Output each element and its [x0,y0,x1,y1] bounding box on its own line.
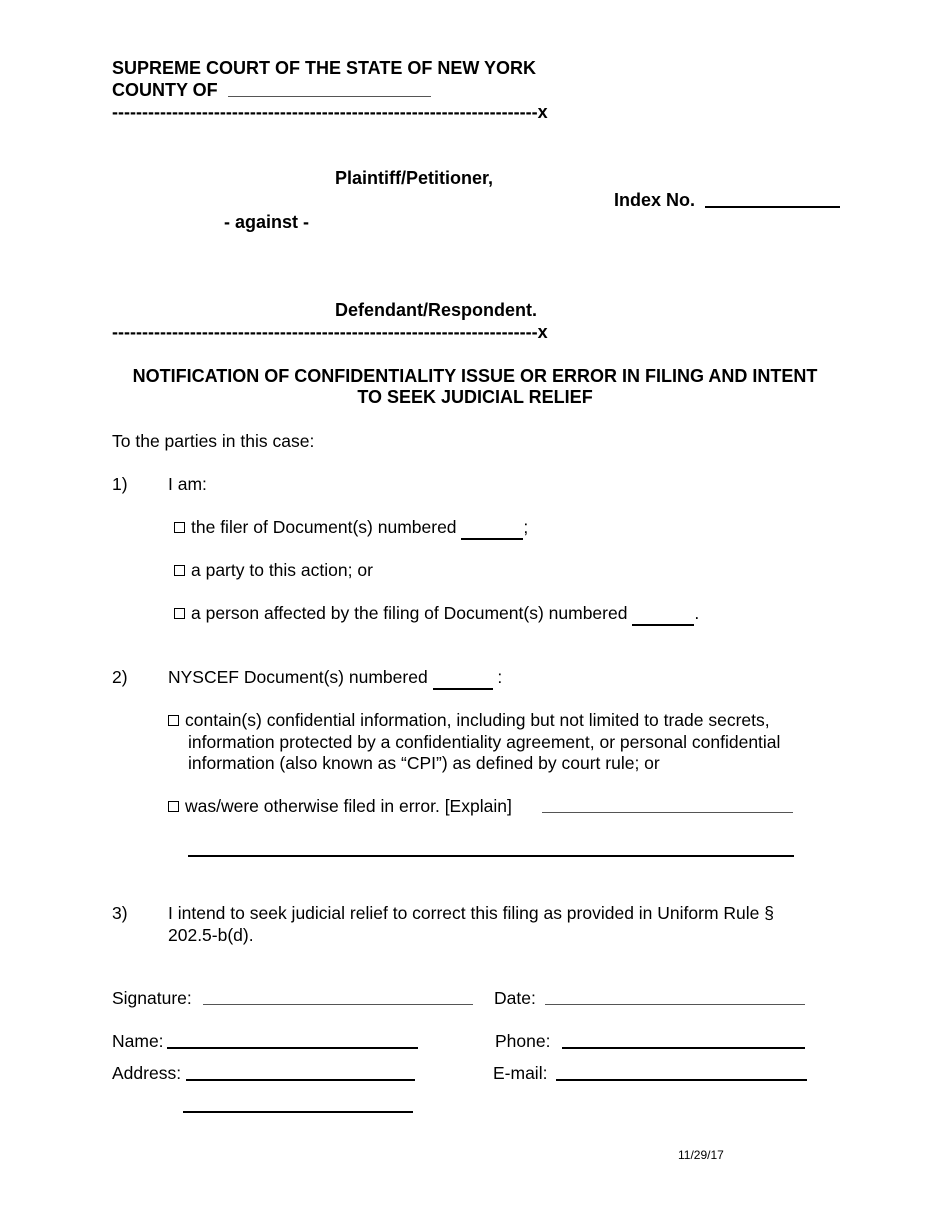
item1-option-affected [174,603,699,626]
item1-option-filer [174,517,528,540]
item2-option-confidential [168,710,770,731]
affected-option-label: a person affected by the filing of Document(s) numbered [191,603,628,623]
date-label: Date: [494,988,536,1008]
address-field-line2[interactable] [183,1111,413,1113]
affected-checkbox[interactable] [174,608,185,619]
filer-document-number-field[interactable] [461,517,523,540]
party-checkbox[interactable] [174,565,185,576]
item1-number: 1) [112,474,128,494]
index-no-field[interactable] [705,206,840,208]
signature-label: Signature: [112,988,192,1008]
court-name: SUPREME COURT OF THE STATE OF NEW YORK [112,58,537,78]
caption-separator-bottom: -----------------------------------------------------------------------x [112,322,548,342]
confidential-option-line1: contain(s) confidential information, including but not limited to trade secrets, [185,710,770,730]
index-no-label: Index No. [614,190,696,210]
item3-number: 3) [112,903,128,923]
item2-text-label: NYSCEF Document(s) numbered [168,667,428,687]
filer-option-label: the filer of Document(s) numbered [191,517,457,537]
nyscef-document-number-field[interactable] [433,667,493,690]
party-option-label: a party to this action; or [191,560,373,580]
affected-option-end: . [694,603,700,623]
item2-number: 2) [112,667,128,687]
item3-line1: I intend to seek judicial relief to correct this filing as provided in Uniform Rule § [168,903,774,923]
email-label: E-mail: [493,1063,548,1083]
document-title-line1: NOTIFICATION OF CONFIDENTIALITY ISSUE OR ERROR IN FILING AND INTENT [132,366,818,386]
error-checkbox[interactable] [168,801,179,812]
plaintiff-label: Plaintiff/Petitioner, [335,168,494,188]
intro-text: To the parties in this case: [112,431,315,451]
signature-field[interactable] [203,1004,473,1005]
filer-checkbox[interactable] [174,522,185,533]
explain-field-line2[interactable] [188,855,794,857]
item3-line2: 202.5-b(d). [168,925,254,945]
against-label: - against - [224,212,310,232]
document-title-line2: TO SEEK JUDICIAL RELIEF [357,387,593,407]
county-label-text: COUNTY OF [112,80,218,100]
item1-option-party [174,560,373,581]
email-field[interactable] [556,1079,807,1081]
item2-option-error [168,796,512,817]
confidential-checkbox[interactable] [168,715,179,726]
filer-option-end: ; [523,517,529,537]
error-option-label: was/were otherwise filed in error. [Explain] [185,796,512,816]
phone-field[interactable] [562,1047,805,1049]
name-label: Name: [112,1031,164,1051]
address-label: Address: [112,1063,182,1083]
caption-separator-top: -----------------------------------------------------------------------x [112,102,548,122]
defendant-label: Defendant/Respondent. [335,300,538,320]
explain-field-line1[interactable] [542,812,793,813]
confidential-option-line2: information protected by a confidentiality agreement, or personal confidential [188,732,781,752]
affected-document-number-field[interactable] [632,603,694,626]
footer-revision-date: 11/29/17 [678,1148,724,1162]
confidential-option-line3: information (also known as “CPI”) as defined by court rule; or [188,753,660,773]
county-field[interactable] [228,96,431,97]
item2-text [168,667,502,690]
name-field[interactable] [167,1047,418,1049]
item1-text: I am: [168,474,207,494]
date-field[interactable] [545,1004,805,1005]
item2-text-end: : [497,667,503,687]
address-field-line1[interactable] [186,1079,415,1081]
phone-label: Phone: [495,1031,551,1051]
county-label [112,80,218,101]
